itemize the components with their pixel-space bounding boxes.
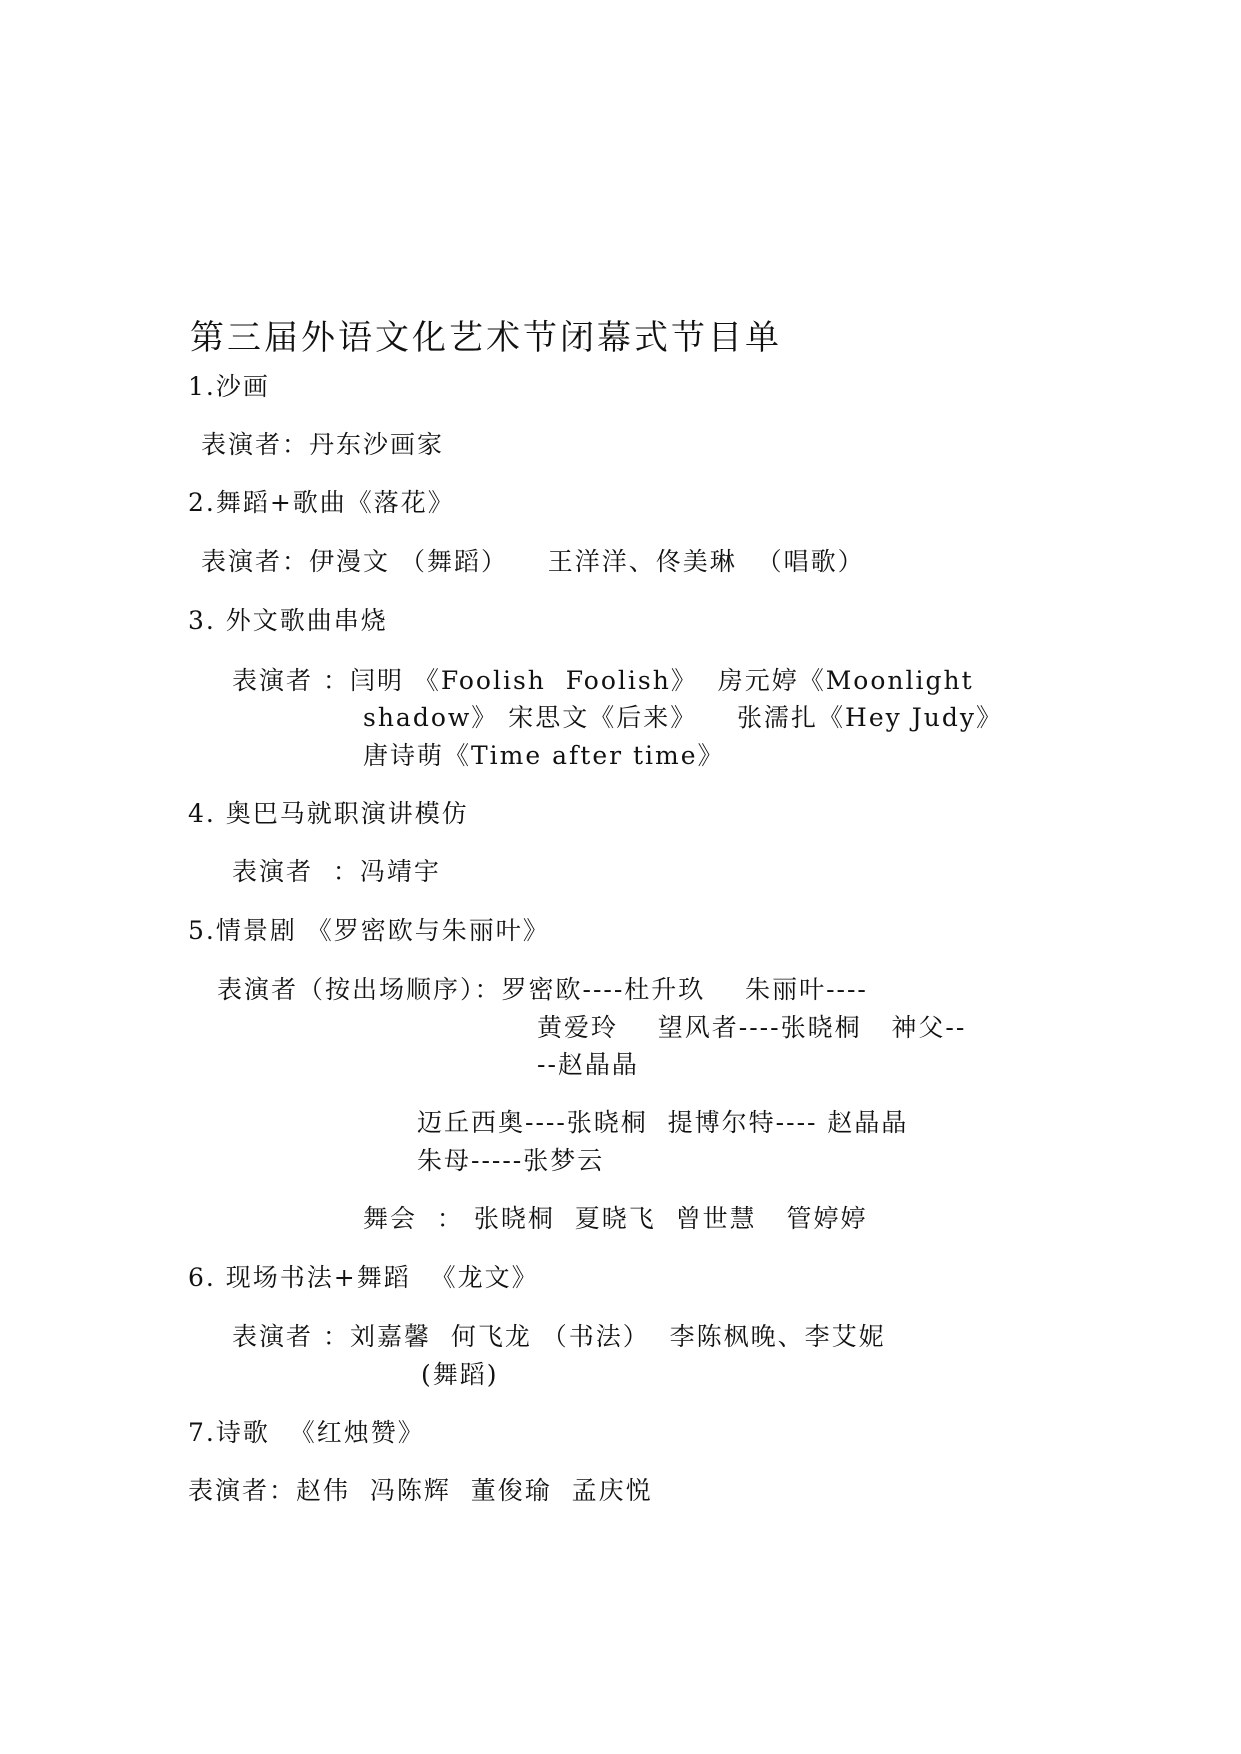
item-heading: 6. 现场书法+舞蹈 《龙文》 — [188, 1263, 539, 1292]
performers-line: 表演者（按出场顺序）：罗密欧----杜升玖 朱丽叶---- — [217, 975, 868, 1004]
performers-line: 舞会 ： 张晓桐 夏晓飞 曾世慧 管婷婷 — [363, 1204, 868, 1233]
performers-line: (舞蹈) — [421, 1360, 499, 1389]
performers-line: 朱母-----张梦云 — [417, 1146, 605, 1175]
program-title: 第三届外语文化艺术节闭幕式节目单 — [190, 318, 782, 358]
item-heading: 1.沙画 — [188, 372, 270, 401]
performers-line: shadow》 宋思文《后来》 张濡扎《Hey Judy》 — [363, 703, 1003, 732]
performers-line: 表演者 ：闫明 《Foolish Foolish》 房元婷《Moonlight — [232, 666, 974, 695]
item-heading: 2.舞蹈+歌曲《落花》 — [188, 488, 455, 517]
item-heading: 3. 外文歌曲串烧 — [188, 606, 388, 635]
performers-line: 黄爱玲 望风者----张晓桐 神父-- — [537, 1013, 967, 1042]
performers-line: 表演者：赵伟 冯陈辉 董俊瑜 孟庆悦 — [188, 1476, 653, 1505]
performers-line: 迈丘西奥----张晓桐 提博尔特---- 赵晶晶 — [417, 1108, 909, 1137]
item-heading: 7.诗歌 《红烛赞》 — [188, 1418, 425, 1447]
performers-line: 表演者 ：刘嘉馨 何飞龙 （书法） 李陈枫晚、李艾妮 — [232, 1322, 886, 1351]
item-heading: 4. 奥巴马就职演讲模仿 — [188, 799, 469, 828]
performers-line: 表演者 ：冯靖宇 — [232, 857, 441, 886]
performers-line: --赵晶晶 — [537, 1050, 639, 1079]
performers-line: 唐诗萌《Time after time》 — [363, 741, 725, 770]
performers-line: 表演者：伊漫文 （舞蹈） 王洋洋、佟美琳 （唱歌） — [201, 547, 865, 576]
item-heading: 5.情景剧 《罗密欧与朱丽叶》 — [188, 916, 550, 945]
performers-line: 表演者：丹东沙画家 — [201, 430, 445, 459]
